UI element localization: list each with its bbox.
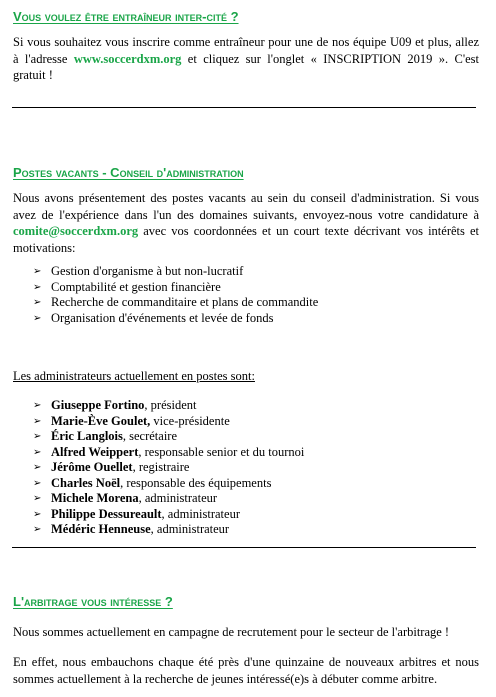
vacancies-text-end: avec vos coordonnées et un court texte décrivant vos intérêts et motivations: (13, 224, 479, 255)
admins-list (33, 398, 304, 538)
refereeing-paragraph-2: En effet, nous embauchons chaque été près d'une quinzaine de nouveaux arbitres et nous sommes actuellement à la recherche de jeunes intéressé(e)s à débuter comme arbitre. (13, 655, 479, 686)
list-item (33, 295, 318, 311)
arrow-bullet-icon: ➢ (33, 415, 42, 427)
arrow-bullet-icon: ➢ (33, 462, 42, 473)
vacancies-text-start: Nous avons présentement des postes vacants au sein du conseil d'administration. Si vous avez de l'expérience dans l'un des domaines suivants, envoyez-nous votre candidature à (13, 191, 479, 222)
arrow-bullet-icon: ➢ (33, 508, 42, 520)
admin-role: , administrateur (161, 506, 240, 521)
email-link[interactable]: comite@soccerdxm.org (13, 224, 139, 238)
admin-role: , président (144, 398, 197, 412)
coach-heading: Vous voulez être entraîneur inter-cité ? (13, 9, 239, 24)
admin-name: Michele Morena (51, 491, 139, 505)
admin-role: , responsable des équipements (120, 475, 272, 490)
arrow-bullet-icon: ➢ (33, 400, 42, 411)
admin-role: , secrétaire (122, 429, 178, 443)
admin-role: , administrateur (150, 522, 230, 536)
admin-role: , responsable senior et du tournoi (138, 444, 305, 459)
list-item (33, 507, 304, 523)
coach-text-end: et cliquez sur l'onglet « INSCRIPTION 2019 ». C'est gratuit ! (13, 51, 480, 82)
vacancies-heading: Postes vacants - Conseil d'administration (13, 165, 244, 180)
admin-name: Marie-Ève Goulet, (51, 413, 151, 428)
website-link[interactable]: www.soccerdxm.org (73, 51, 182, 66)
admin-role: , registraire (132, 460, 190, 474)
arrow-bullet-icon: ➢ (33, 524, 42, 535)
list-item (33, 414, 304, 430)
domain-label: Comptabilité et gestion financière (51, 279, 221, 294)
arrow-bullet-icon: ➢ (33, 281, 42, 293)
domains-list (33, 264, 318, 326)
list-item (33, 311, 318, 327)
admin-name: Philippe Dessureault (51, 506, 162, 521)
coach-text-start: Si vous souhaitez vous inscrire comme entraîneur pour une de nos équipe U09 et plus, allez à l'adresse (13, 35, 479, 66)
list-item (33, 429, 304, 445)
list-item (33, 522, 304, 538)
arrow-bullet-icon: ➢ (33, 266, 42, 277)
admin-name: Jérôme Ouellet (51, 460, 133, 474)
arrow-bullet-icon: ➢ (33, 446, 42, 458)
domain-label: Organisation d'événements et levée de fonds (51, 310, 274, 325)
refereeing-heading: L'arbitrage vous intéresse ? (13, 594, 173, 609)
admin-name: Charles Noël (51, 475, 121, 490)
list-item (33, 398, 304, 414)
arrow-bullet-icon: ➢ (33, 312, 42, 324)
list-item (33, 460, 304, 476)
domain-label: Gestion d'organisme à but non-lucratif (51, 264, 244, 278)
admin-name: Médéric Henneuse (51, 522, 151, 536)
list-item (33, 280, 318, 296)
admins-title: Les administrateurs actuellement en postes sont: (13, 369, 255, 383)
arrow-bullet-icon: ➢ (33, 477, 42, 489)
list-item (33, 264, 318, 280)
admin-name: Éric Langlois (51, 429, 123, 443)
list-item (33, 445, 304, 461)
coach-paragraph (13, 34, 479, 84)
divider-2 (12, 547, 476, 548)
divider-1 (12, 107, 476, 108)
admin-name: Giuseppe Fortino (51, 398, 145, 412)
list-item (33, 491, 304, 507)
admin-role: , administrateur (138, 491, 218, 505)
admin-role: vice-présidente (150, 413, 230, 428)
arrow-bullet-icon: ➢ (33, 493, 42, 504)
admin-name: Alfred Weippert (51, 444, 139, 459)
arrow-bullet-icon: ➢ (33, 297, 42, 308)
arrow-bullet-icon: ➢ (33, 431, 42, 442)
vacancies-paragraph (13, 190, 479, 256)
domain-label: Recherche de commanditaire et plans de commandite (51, 295, 319, 309)
refereeing-paragraph-1: Nous sommes actuellement en campagne de recrutement pour le secteur de l'arbitrage ! (13, 625, 450, 639)
list-item (33, 476, 304, 492)
